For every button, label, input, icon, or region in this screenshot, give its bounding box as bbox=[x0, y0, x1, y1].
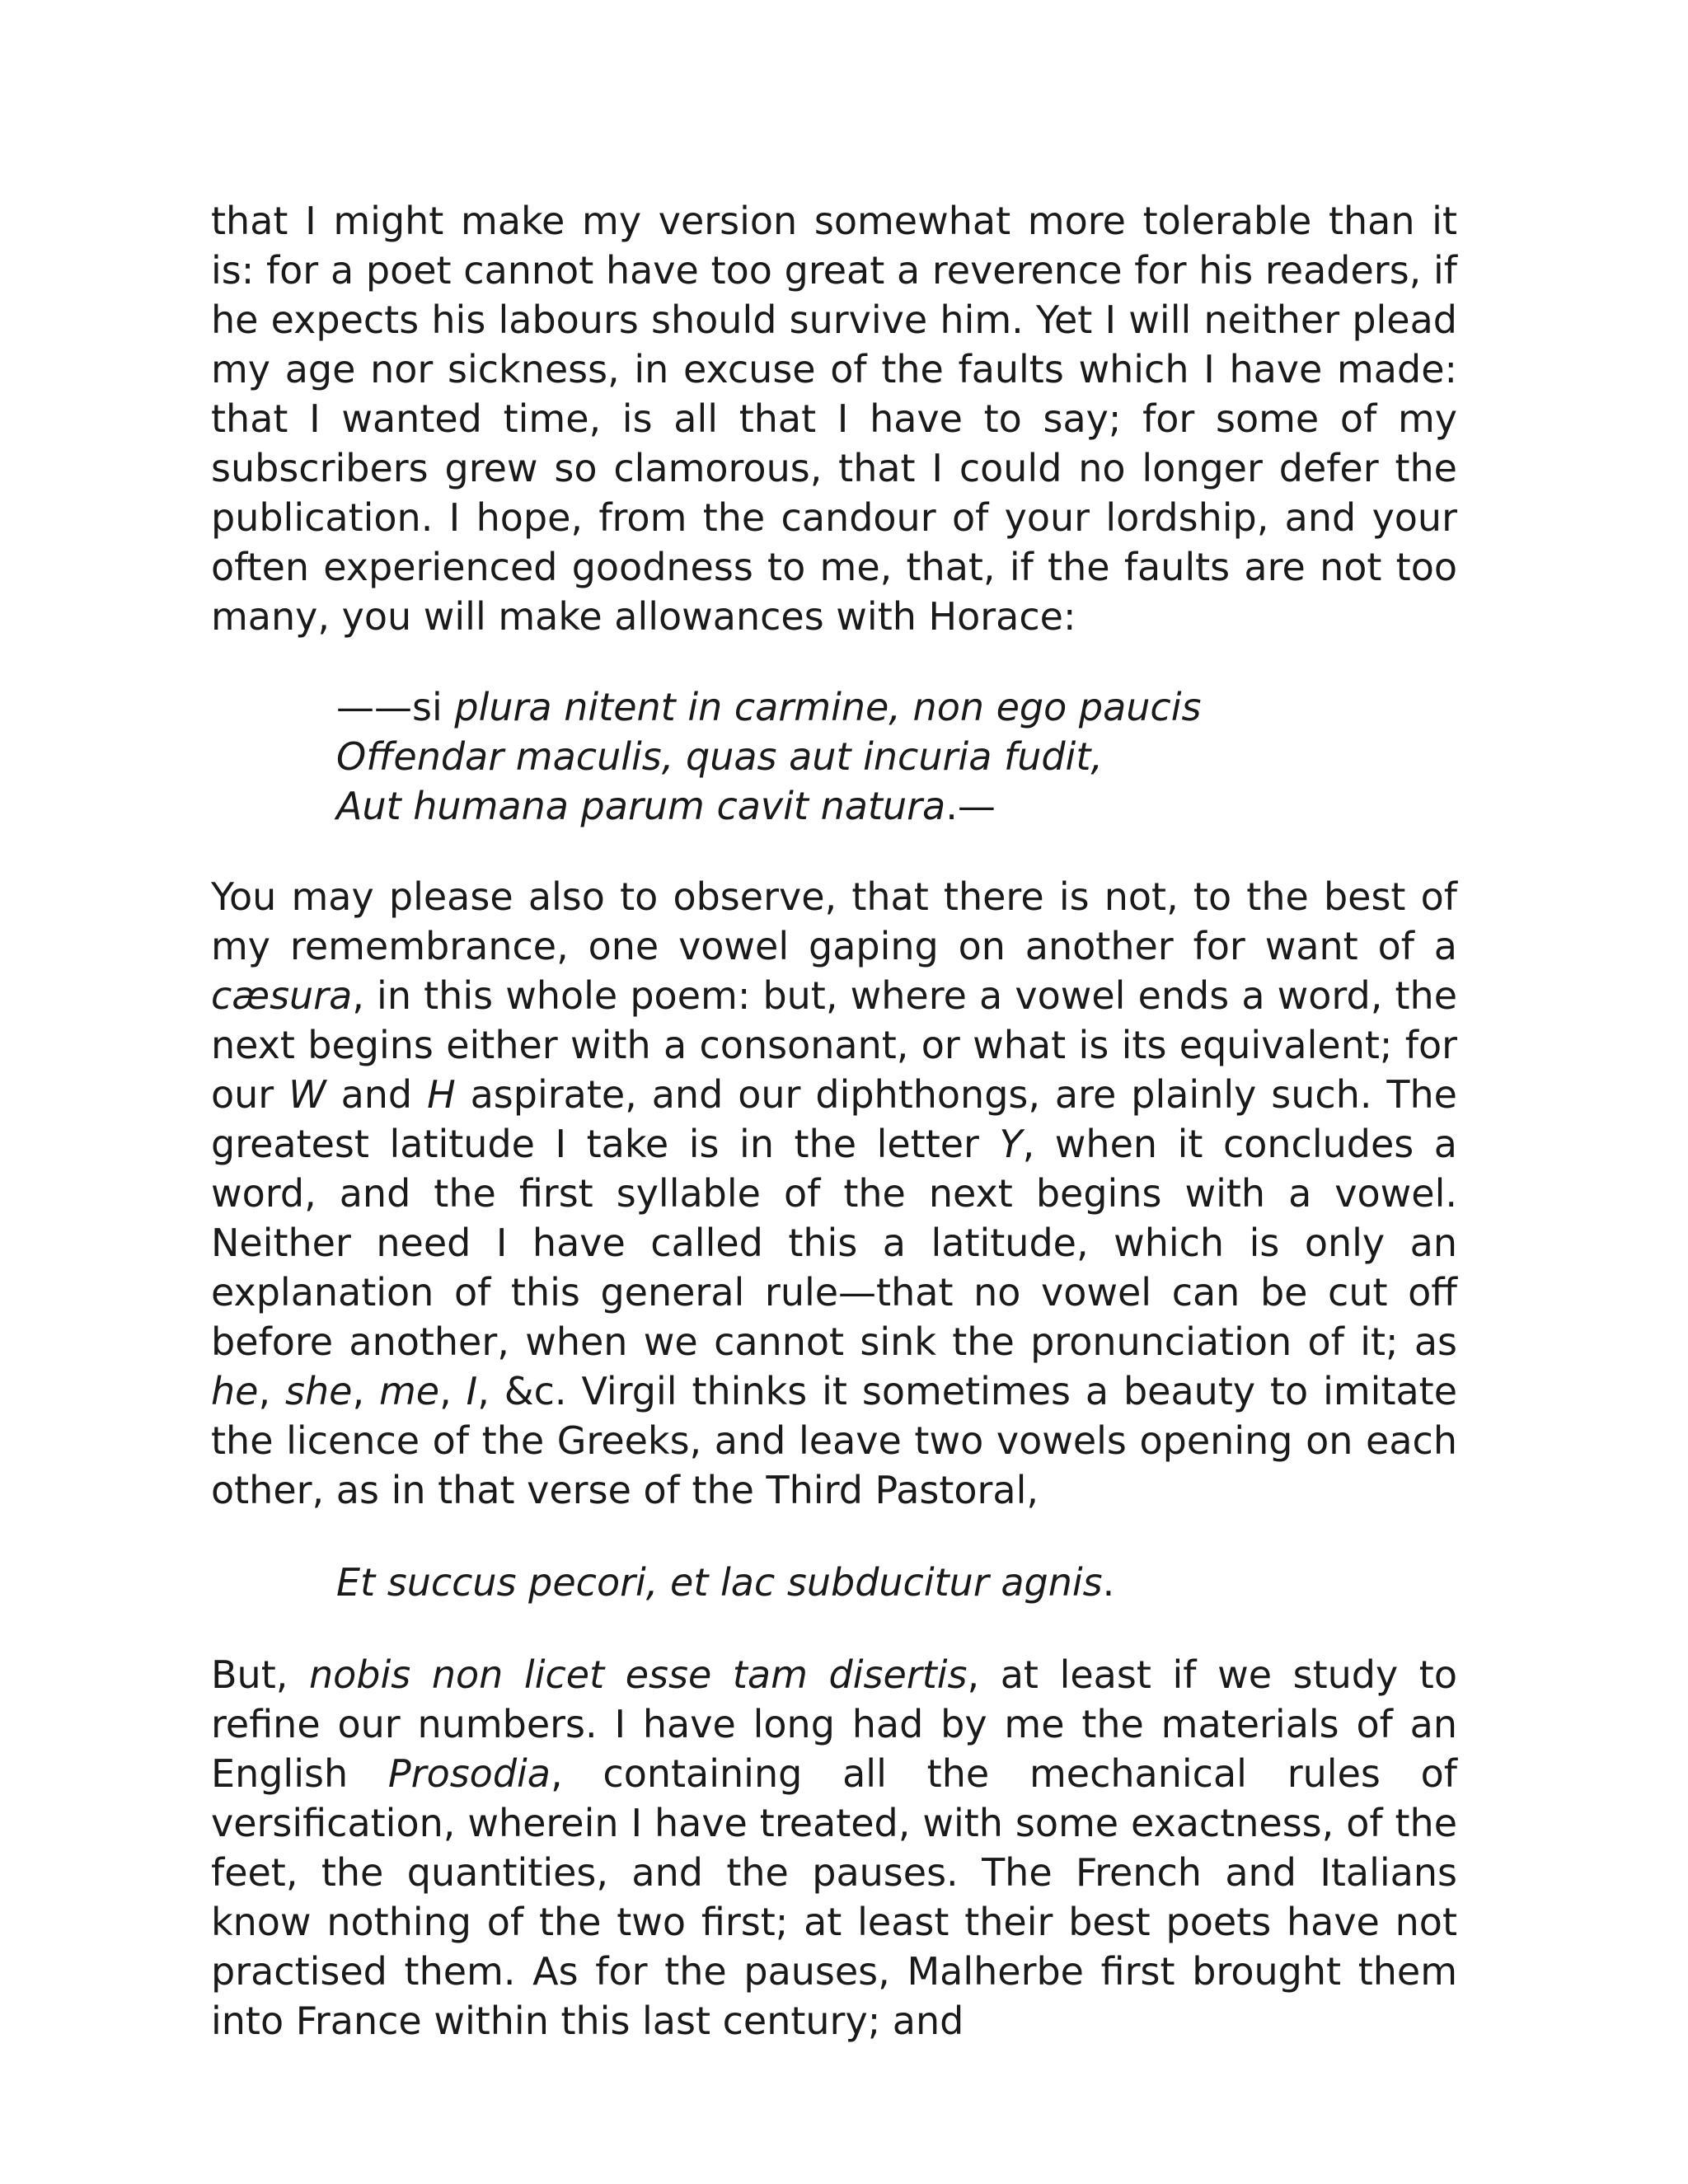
horace-quote-line-2 bbox=[336, 732, 1457, 781]
para2-text: You may please also to observe, that there is not, to the best of my remembrance, one vowel gaping on another for want of a bbox=[211, 874, 1457, 968]
quote-line-3-italic: Aut humana parum cavit natura bbox=[336, 784, 946, 828]
paragraph-1 bbox=[211, 196, 1457, 641]
page-body bbox=[211, 196, 1457, 2046]
paragraph-3 bbox=[211, 1650, 1457, 2046]
para2-text: , bbox=[439, 1369, 467, 1413]
para2-italic: cæsura bbox=[211, 973, 353, 1018]
quote-line-1-italic: plura nitent in carmine, non ego paucis bbox=[454, 685, 1202, 729]
para2-italic: Y bbox=[999, 1122, 1023, 1166]
para2-text: , in this whole poem: but, where a vowel ends a word, the next begins either with a consonant, or what is its equivalent; for our bbox=[211, 973, 1457, 1117]
para2-text: , &c. Virgil thinks it sometimes a beauty to imitate the licence of the Greeks, and leave two vowels opening on each other, as in that verse of the Third Pastoral, bbox=[211, 1369, 1458, 1512]
para2-italic: H bbox=[427, 1072, 456, 1117]
quote-dash: ——si bbox=[336, 685, 455, 729]
horace-quote-line-3 bbox=[336, 781, 1457, 831]
paragraph-2 bbox=[211, 872, 1457, 1515]
para3-text: , containing all the mechanical rules of versification, wherein I have treated, with some exactness, of the feet, the quantities, and the pauses. The French and Italians know nothing of the two first; at least their best poets have not practised them. As for the pauses, Malherbe first brought them into France within this last century; and bbox=[211, 1751, 1457, 2043]
para2-italic: she bbox=[285, 1369, 353, 1413]
para3-text: , at least if we study to refine our numbers. I have long had by me the materials of an English bbox=[211, 1652, 1457, 1796]
para2-italic: I bbox=[466, 1369, 478, 1413]
virgil-quote bbox=[336, 1558, 1457, 1607]
para2-italic: he bbox=[211, 1369, 259, 1413]
paragraph-1-text: that I might make my version somewhat more tolerable than it is: for a poet cannot have too great a reverence for his readers, if he expects his labours should survive him. Yet I will neither plead my age nor sickness, in excuse of the faults which I have made: that I wanted time, is all that I have to say; for some of my subscribers grew so clamorous, that I could no longer defer the publication. I hope, from the candour of your lordship, and your often experienced goodness to me, that, if the faults are not too many, you will make allowances with Horace: bbox=[211, 199, 1457, 639]
para3-italic: Prosodia bbox=[387, 1751, 551, 1796]
para2-italic: me bbox=[378, 1369, 440, 1413]
para2-text: , bbox=[352, 1369, 379, 1413]
para2-text: and bbox=[326, 1072, 428, 1117]
horace-quote-line-1 bbox=[336, 682, 1457, 732]
para2-text: , when it concludes a word, and the first syllable of the next begins with a vowel. Neither need I have called this a latitude, which is only an explanation of this general rule—that no vowel can be cut off before another, when we cannot sink the pronunciation of it; as bbox=[211, 1122, 1457, 1364]
para2-text: , bbox=[258, 1369, 286, 1413]
horace-quote bbox=[336, 682, 1457, 831]
para2-italic: W bbox=[288, 1072, 326, 1117]
para3-text: But, bbox=[211, 1652, 309, 1697]
quote-line-3-tail: .— bbox=[945, 784, 996, 828]
virgil-quote-tail: . bbox=[1102, 1560, 1115, 1605]
para3-italic: nobis non licet esse tam disertis bbox=[309, 1652, 968, 1697]
quote-line-2-italic: Offendar maculis, quas aut incuria fudit, bbox=[336, 734, 1103, 779]
para2-text: aspirate, and our diphthongs, are plainly such. The greatest latitude I take is in the letter bbox=[211, 1072, 1457, 1166]
virgil-quote-italic: Et succus pecori, et lac subducitur agnis bbox=[336, 1560, 1103, 1605]
